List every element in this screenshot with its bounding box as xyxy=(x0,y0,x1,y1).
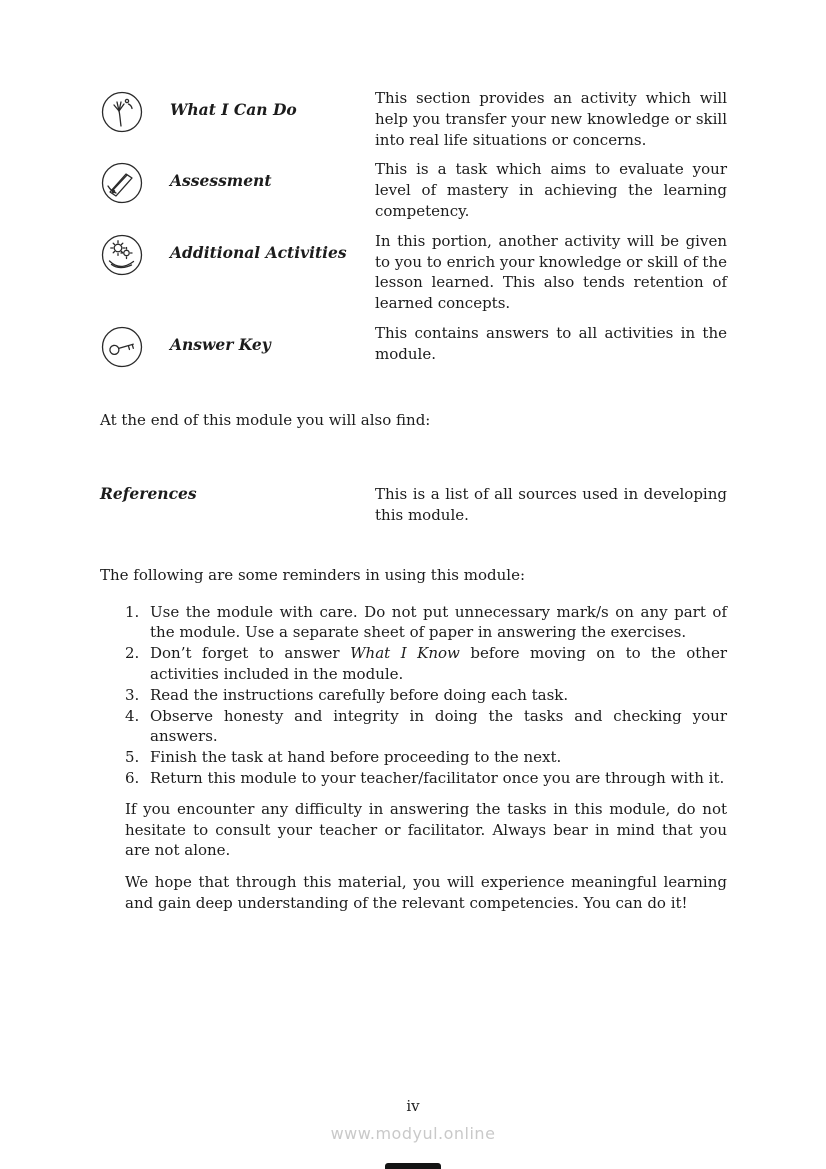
list-item xyxy=(125,643,727,685)
legend-description: In this portion, another activity will be given to you to enrich your knowledge or skill of the lesson learned. This also tends retention of learned concepts. xyxy=(375,231,728,313)
list-item-text xyxy=(150,643,727,685)
list-item-number: 4. xyxy=(125,706,140,725)
page-number: iv xyxy=(406,1097,420,1115)
key-icon xyxy=(100,323,170,369)
legend-row-what-i-can-do xyxy=(100,88,727,150)
legend-row-additional-activities xyxy=(100,231,727,314)
list-item-text: Finish the task at hand before proceeding to the next. xyxy=(150,748,562,767)
list-item xyxy=(125,685,727,706)
list-item-text-italic: What I Know xyxy=(350,644,460,663)
list-item-number: 5. xyxy=(125,748,140,767)
legend-description: This section provides an activity which will help you transfer your new knowledge or skill into real life situations or concerns. xyxy=(375,89,727,149)
list-item-text: Read the instructions carefully before doing each task. xyxy=(150,685,569,704)
list-item xyxy=(125,768,727,789)
reminders-intro: The following are some reminders in using this module: xyxy=(100,565,525,584)
list-item-number: 6. xyxy=(125,768,140,787)
list-item xyxy=(125,747,727,768)
list-item-text-post: before moving on to the other activities included in the module. xyxy=(150,644,728,683)
legend-label: Assessment xyxy=(170,171,272,191)
page-content xyxy=(100,88,727,914)
list-item xyxy=(125,706,727,748)
list-item-text-pre: Don’t forget to answer xyxy=(150,644,351,663)
legend-label: What I Can Do xyxy=(170,100,297,119)
references-label: References xyxy=(100,483,197,503)
hand-reaching-icon xyxy=(100,88,170,134)
list-item xyxy=(125,602,727,644)
legend-description: This contains answers to all activities in the module. xyxy=(375,323,727,363)
legend-label: Answer Key xyxy=(170,334,271,354)
list-item-number: 3. xyxy=(125,685,140,704)
scan-artifact xyxy=(385,1163,441,1169)
legend-row-assessment xyxy=(100,159,727,221)
watermark: www.modyul.online xyxy=(330,1124,496,1143)
list-item-text: Return this module to your teacher/facilitator once you are through with it. xyxy=(150,768,725,787)
legend-description: This is a task which aims to evaluate your level of mastery in achieving the learning competency. xyxy=(375,160,727,220)
closing-paragraph-2: We hope that through this material, you will experience meaningful learning and gain deep understanding of the relevant competencies. You can do it! xyxy=(125,873,727,912)
legend-label: Additional Activities xyxy=(170,242,347,262)
references-row xyxy=(100,484,727,526)
list-item-number: 1. xyxy=(125,602,140,621)
also-find-intro: At the end of this module you will also find: xyxy=(100,410,431,429)
pen-icon xyxy=(100,159,170,205)
legend-row-answer-key xyxy=(100,323,727,369)
list-item-number: 2. xyxy=(125,644,140,663)
reminders-list xyxy=(125,602,727,789)
references-description: This is a list of all sources used in developing this module. xyxy=(375,484,727,524)
list-item-text: Observe honesty and integrity in doing the tasks and checking your answers. xyxy=(150,706,727,746)
closing-paragraph-1: If you encounter any difficulty in answering the tasks in this module, do not hesitate to consult your teacher or facilitator. Always bear in mind that you are not alone. xyxy=(125,799,727,860)
hand-with-gears-icon xyxy=(100,231,170,277)
list-item-text: Use the module with care. Do not put unnecessary mark/s on any part of the module. Use a separate sheet of paper in answering the exercises. xyxy=(150,602,727,642)
